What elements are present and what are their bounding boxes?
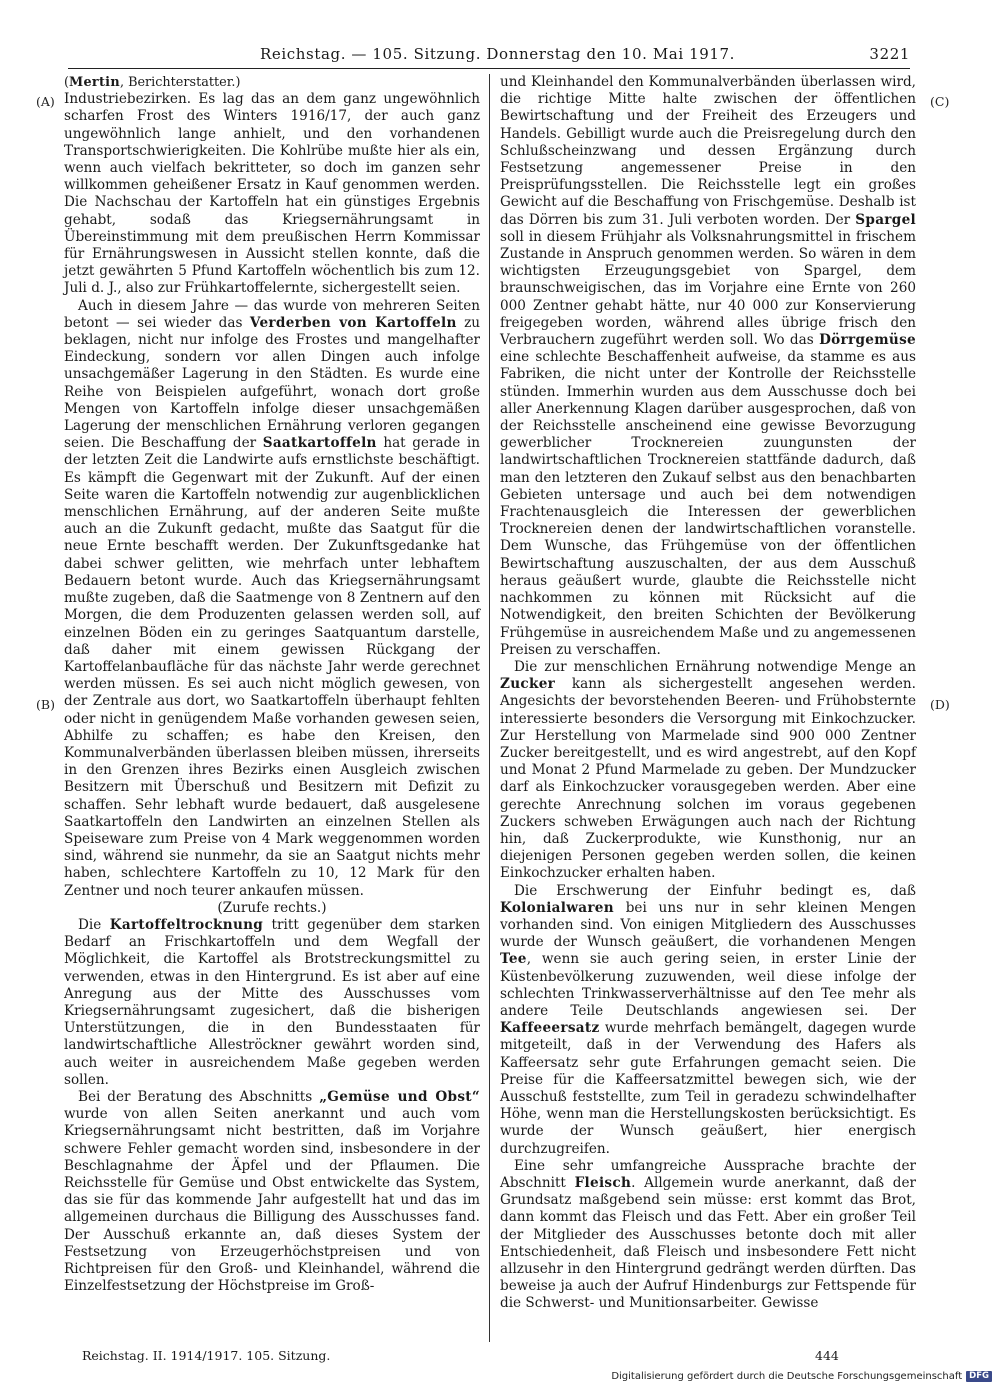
left-column bbox=[64, 74, 480, 1295]
paragraph: Die Kartoffeltrocknung tritt gegenüber dem starken Bedarf an Frischkartoffeln und dem Wegfall der Möglichkeit, die Kartoffel als Brotstreckungsmittel zu verwenden, etwas in den Hintergrund. Es ist aber auf eine Anregung aus der Mitte des Ausschusses vom Kriegsernährungsamt zugesichert, daß die bisherigen Unterstützungen, die in den Bundesstaaten für landwirtschaftliche Alleströckner gewährt worden sind, auch weiter in ausreichendem Maße gegeben werden sollen. bbox=[64, 916, 480, 1088]
column-divider bbox=[489, 74, 490, 1342]
emphasis-term: Kartoffeltrocknung bbox=[109, 916, 264, 933]
right-column bbox=[500, 74, 916, 1313]
margin-marker-d: (D) bbox=[930, 697, 950, 712]
paragraph: Industriebezirken. Es lag das an dem ganz ungewöhnlich scharfen Frost des Winters 1916/17, der auch ganz ungewöhnlich lange anhielt, und den vorhandenen Transportschwierigkeiten. Die Kohlrübe mußte hier als ein, wenn auch vielfach bekritteter, so doch im ganzen sehr willkommen geheißener Ersatz in Kauf genommen werden. Die Nachschau der Kartoffeln hat ein günstiges Ergebnis gehabt, sodaß das Kriegsernährungsamt in Übereinstimmung mit dem preußischen Herrn Kommissar für Ernährungswesen in Aussicht stellen konnte, daß die jetzt gewährten 5 Pfund Kartoffeln wöchentlich bis zum 12. Juli d. J., also zur Frühkartoffelernte, sichergestellt seien. bbox=[64, 91, 480, 297]
emphasis-term: Fleisch bbox=[574, 1175, 632, 1191]
margin-marker-c: (C) bbox=[930, 94, 950, 109]
digitization-notice bbox=[611, 1370, 992, 1382]
paragraph: Die zur menschlichen Ernährung notwendige Menge an Zucker kann als sichergestellt angesehen werden. Angesichts der bevorstehenden Beeren- und Frühobsternte interessierte besonders die Versorgung mit Einkochzucker. Zur Herstellung von Marmelade sind 900 000 Zentner Zucker bereitgestellt, und es wird angestrebt, auf den Kopf und Monat 2 Pfund Marmelade zu geben. Der Mundzucker darf als Einkochzucker vorausgegeben werden. Aber eine gerechte Anrechnung solchen im voraus gegebenen Zuckers schweben Erwägungen auch nach der Richtung hin, daß Zuckerprodukte, wie Kunsthonig, nur an diejenigen Personen gegeben werden sollen, die keinen Einkochzucker erhalten haben. bbox=[500, 658, 916, 882]
page-header bbox=[68, 44, 910, 69]
emphasis-term: Dörrgemüse bbox=[819, 332, 916, 349]
running-title: Reichstag. — 105. Sitzung. Donnerstag den 10. Mai 1917. bbox=[260, 45, 736, 63]
dfg-logo: DFG bbox=[966, 1371, 992, 1382]
reporter-line: (Mertin, Berichterstatter.) bbox=[64, 75, 241, 90]
emphasis-term: Spargel bbox=[855, 211, 916, 228]
footer-imprint: Reichstag. II. 1914/1917. 105. Sitzung. bbox=[82, 1348, 331, 1363]
paragraph: Auch in diesem Jahre — das wurde von mehreren Seiten betont — sei wieder das Verderben von Kartoffeln zu beklagen, nicht nur infolge des Frostes und mangelhafter Eindeckung, sondern vor allen Dingen auch infolge unsachgemäßer Lagerung in den Städten. Es wurde eine Reihe von Beispielen aufgeführt, wonach dort große Mengen von Kartoffeln infolge dieser unsachgemäßen Lagerung der menschlichen Ernährung verloren gegangen seien. Die Beschaffung der Saatkartoffeln hat gerade in der letzten Zeit die Landwirte aufs ernstlichste beschäftigt. Es kämpft die Gegenwart mit der Zukunft. Auf der einen Seite waren die Kartoffeln notwendig zur augenblicklichen menschlichen Ernährung, auf der anderen Seite mußte auch an die Zukunft gedacht, mußte das Saatgut für die neue Ernte beschafft werden. Der Zukunftsgedanke hat dabei schwer gelitten, wie mehrfach unter lebhaftem Bedauern betont wurde. Auch das Kriegsernährungsamt mußte zugeben, daß die Saatmenge von 8 Zentnern auf den Morgen, die dem Produzenten gelassen werden soll, auf einzelnen Böden ein zu geringes Saatquantum darstelle, daß daher mit einem gewissen Rückgang der Kartoffelanbaufläche für das nächste Jahr werde gerechnet werden müssen. Es sei auch nicht möglich gewesen, von der Zentrale aus dort, wo Saatkartoffeln überhaupt fehlten oder nicht in genügendem Maße vorhanden gewesen seien, Abhilfe zu schaffen; es habe den Kreisen, den Kommunalverbänden überlassen bleiben müssen, ihrerseits in den Grenzen ihres Bezirks einen Ausgleich zwischen Besitzern mit Überschuß und Besitzern mit Defizit zu schaffen. Sehr lebhaft wurde bedauert, daß ausgelesene Saatkartoffeln den Landwirten an einzelnen Stellen als Speiseware zum Preise von 4 Mark weggenommen worden sind, während sie nunmehr, da sie an Saatgut nichts mehr haben, schlechtere Kartoffeln zu 10, 12 Mark für den Zentner und noch teurer ankaufen müssen. bbox=[64, 297, 481, 899]
emphasis-term: Verderben von Kartoffeln bbox=[249, 314, 457, 331]
paragraph: und Kleinhandel den Kommunalverbänden überlassen wird, die richtige Mitte halte zwischen der öffentlichen Bewirtschaftung und der Freiheit des Erzeugers und Handels. Gebilligt wurde auch die Preisregelung durch den Schlußscheinzwang und dessen Ergänzung durch Festsetzung angemessener Preise in den Preisprüfungsstellen. Die Reichsstelle legt ein großes Gewicht auf die Beschaffung von Frischgemüse. Deshalb ist das Dörren bis zum 31. Juli verboten worden. Der Spargel soll in diesem Frühjahr als Volksnahrungsmittel in frischem Zustande in Anspruch genommen werden. So wären in dem wichtigsten Erzeugungsgebiet von Spargel, dem braunschweigischen, das im Vorjahre eine Ernte von 260 000 Zentner gehabt hätte, nur 40 000 zur Konservierung freigegeben worden, während alles übrige frisch den Verbrauchern zugeführt werden soll. Wo das Dörrgemüse eine schlechte Beschaffenheit aufweise, da stamme es aus Fabriken, die nicht unter der Kontrolle der Reichsstelle stünden. Immerhin wurden aus dem Ausschusse doch bei aller Anerkennung Klagen darüber ausgesprochen, daß von der Reichsstelle anscheinend eine gewisse Bevorzugung gewerblicher Trocknereien zuungunsten der landwirtschaftlichen Trocknereien stattfände dadurch, daß man den letzteren den Zukauf selbst aus den benachbarten Gebieten untersage und auch bei dem notwendigen Frachtenausgleich die Interessen der gewerblichen Trocknereien denen der landwirtschaftlichen voranstelle. Dem Wunsche, das Frühgemüse von der öffentlichen Bewirtschaftung auszuschalten, der aus dem Ausschuß heraus geäußert wurde, glaubte die Reichsstelle nicht nachkommen zu können mit Rücksicht auf die Notwendigkeit, den breiten Schichten der Bevölkerung Frühgemüse in ausreichendem Maße und zu angemessenen Preisen zu verschaffen. bbox=[500, 74, 916, 658]
paragraph: Eine sehr umfangreiche Aussprache brachte der Abschnitt Fleisch. Allgemein wurde anerkannt, daß der Grundsatz maßgebend sein müsse: erst kommt das Brot, dann kommt das Fleisch und das Fett. Aber ein großer Teil der Mitglieder des Ausschusses betonte doch mit aller Entschiedenheit, daß Fleisch und insbesondere Fett nicht allzusehr in den Hintergrund gedrängt werden dürften. Das beweise ja auch der Aufruf Hindenburgs zur Fettspende für die Schwerst- und Munitionsarbeiter. Gewisse bbox=[500, 1157, 917, 1312]
emphasis-term: Tee bbox=[500, 951, 527, 968]
paragraph: Die Erschwerung der Einfuhr bedingt es, daß Kolonialwaren bei uns nur in sehr kleinen Mengen vorhanden sind. Von einigen Mitgliedern des Ausschusses wurde der Wunsch geäußert, die vorhandenen Mengen Tee, wenn sie auch gering seien, in erster Linie der Küstenbevölkerung zuzuwenden, weil diese infolge der schlechten Trinkwasserverhältnisse auf den Tee mehr als andere Teile Deutschlands angewiesen sei. Der Kaffeeersatz wurde mehrfach bemängelt, dagegen wurde mitgeteilt, daß in der Verwendung des Hafers als Kaffeersatz sehr gute Erfahrungen gemacht seien. Die Preise für die Kaffeersatzmittel bewegen sich, wie der Ausschuß feststellte, zum Teil in geradezu schwindelhafter Höhe, wenn man die Herstellungskosten berücksichtigt. Es wurde der Wunsch geäußert, hier energisch durchzugreifen. bbox=[500, 882, 916, 1157]
interjection: (Zurufe rechts.) bbox=[217, 899, 327, 916]
emphasis-term: Kaffeeersatz bbox=[500, 1020, 600, 1037]
sheet-number: 444 bbox=[815, 1348, 839, 1363]
paragraph: Bei der Beratung des Abschnitts „Gemüse und Obst“ wurde von allen Seiten anerkannt und auch vom Kriegsernährungsamt nicht bestritten, daß im Vorjahre schwere Fehler gemacht worden sind, insbesondere in der Beschlagnahme der Äpfel und der Pflaumen. Die Reichsstelle für Gemüse und Obst entwickelte das System, das sie für das kommende Jahr aufgestellt hat und das im allgemeinen durchaus die Billigung des Ausschusses fand. Der Ausschuß erkannte an, daß dieses System der Festsetzung von Erzeugerhöchstpreisen und von Richtpreisen für den Groß- und Kleinhandel, während die Einzelfestsetzung der Höchstpreise im Groß- bbox=[64, 1088, 480, 1295]
emphasis-term: „Gemüse und Obst“ bbox=[319, 1088, 480, 1105]
margin-marker-a: (A) bbox=[36, 94, 55, 109]
margin-marker-b: (B) bbox=[36, 697, 55, 712]
emphasis-term: Zucker bbox=[500, 676, 556, 693]
page-number: 3221 bbox=[869, 45, 910, 63]
dfg-notice-text: Digitalisierung gefördert durch die Deutsche Forschungsgemeinschaft bbox=[611, 1370, 963, 1382]
reporter-name: Mertin bbox=[69, 75, 120, 90]
emphasis-term: Saatkartoffeln bbox=[262, 435, 377, 452]
emphasis-term: Kolonialwaren bbox=[500, 899, 614, 916]
